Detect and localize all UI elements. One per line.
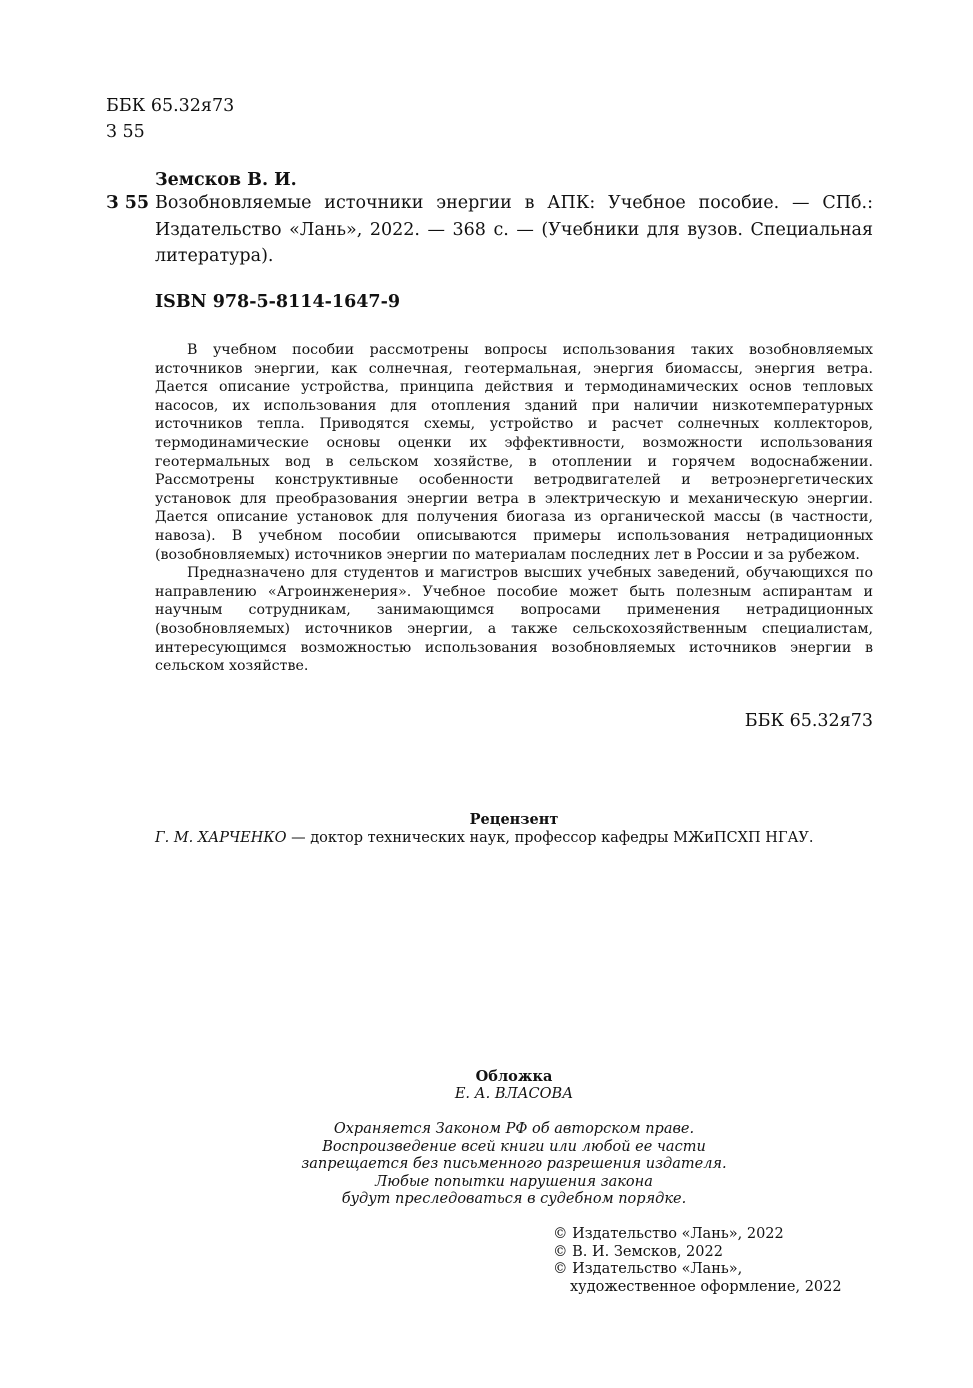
copyright-line: © В. И. Земсков, 2022 <box>553 1243 723 1260</box>
copyright-notice-line: Охраняется Законом РФ об авторском праве. <box>333 1121 695 1137</box>
copyright-notice-line: Любые попытки нарушения закона <box>375 1173 653 1190</box>
copyright-notice-line: будут преследоваться в судебном порядке. <box>341 1191 687 1207</box>
copyright-line: © Издательство «Лань», 2022 <box>553 1226 784 1242</box>
cover-designer: Е. А. ВЛАСОВА <box>454 1086 574 1102</box>
copyright-holders <box>553 1226 842 1296</box>
copyright-line: художественное оформление, 2022 <box>570 1278 842 1295</box>
annotation-paragraph: В учебном пособии рассмотрены вопросы использования таких возобновляемых источников энергии, как солнечная, геотермальная, энергия биомассы, энергия ветра. Дается описание устройства, принципа действия и термодинамических основ тепловых насосов, их использования для отопления зданий при наличии низкотемпературных источников тепла. Приводятся схемы, устройство и расчет солнечных коллекторов, термодинамические основы оценки их эффективности, возможности использования геотермальных вод в сельском хозяйстве, в отоплении и горячем водоснабжении. Рассмотрены конструктивные особенности ветродвигателей и ветроэнергетических установок для преобразования энергии ветра в электрическую и механическую энергии. Дается описание установок для получения биогаза из органической массы (в частности, навоза). В учебном пособии описываются примеры использования нетрадиционных (возобновляемых) источников энергии по материалам последних лет в России и за рубежом. <box>155 342 873 563</box>
copyright-notice-line: запрещается без письменного разрешения издателя. <box>301 1156 727 1172</box>
bibliographic-description: Возобновляемые источники энергии в АПК: Учебное пособие. — СПб.: Издательство «Лань», 2022. — 368 с. — (Учебники для вузов. Специальная литература). <box>155 193 873 266</box>
author-mark-bold: З 55 <box>106 193 150 213</box>
annotation <box>155 341 873 676</box>
copyright-notice <box>155 1121 873 1209</box>
reviewer-heading: Рецензент <box>469 811 559 828</box>
reviewer-description: — доктор технических наук, профессор кафедры МЖиПСХП НГАУ. <box>286 830 814 846</box>
author-name: Земсков В. И. <box>155 170 297 190</box>
bbk-code: ББК 65.32я73 <box>106 96 235 116</box>
reviewer-name: Г. М. ХАРЧЕНКО <box>155 830 287 846</box>
cover-heading: Обложка <box>475 1068 553 1085</box>
copyright-line: © Издательство «Лань», <box>553 1261 743 1277</box>
copyright-notice-line: Воспроизведение всей книги или любой ее части <box>322 1138 706 1155</box>
bbk-code-footer: ББК 65.32я73 <box>744 711 873 731</box>
annotation-paragraph: Предназначено для студентов и магистров высших учебных заведений, обучающихся по направлению «Агроинженерия». Учебное пособие может быть полезным аспирантам и научным сотрудникам, занимающимся вопросами применения нетрадиционных (возобновляемых) источников энергии, а также сельскохозяйственным специалистам, интересующимся возможностью использования возобновляемых источников энергии в сельском хозяйстве. <box>155 565 873 675</box>
isbn: ISBN 978-5-8114-1647-9 <box>155 292 401 312</box>
bbk-header <box>106 93 234 145</box>
author-mark: З 55 <box>106 122 145 142</box>
reviewer-line <box>155 830 873 846</box>
